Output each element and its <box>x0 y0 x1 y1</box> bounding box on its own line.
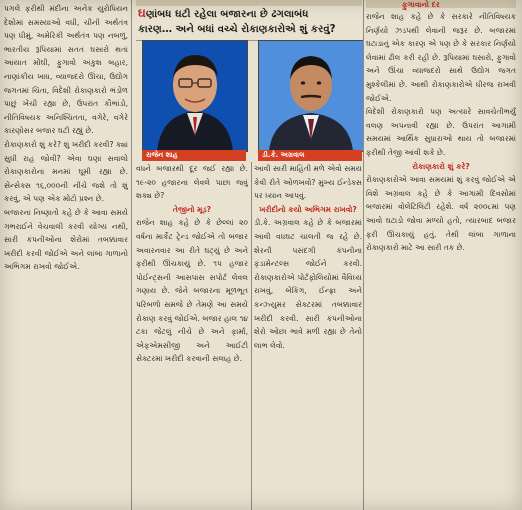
center-left-body: રાજેન શાહ કહે છે કે છેલ્લાં ૨૦ વર્ષના માર્કેટ ટ્રેન્ડ જોઈએ તો બજાર અવારનવાર આ રીતે ઘટ્યું છે અને ફરીથી ઊંચકાયું છે. ૧૫ હજાર પોઈન્ટ્સની આસપાસ સપોર્ટ લેવલ ગણાય છે. જેને બજારના મૂળભૂત પરિબળો સમજે છે તેમણે આ સમયે રોકાણ કરવું જોઈએ. બજાર હાલ ૧૪ ટકા જેટલું નીચે છે અને ફાર્મા, એફએમસીજી અને આઈટી સેક્ટરમાં ખરીદી કરવાની સલાહ છે. <box>136 218 248 364</box>
center-right-column <box>254 162 362 510</box>
photo-caption-right: ડી.કે. અગ્રવાલ <box>258 150 362 161</box>
right-paragraph: વિદેશી રોકાણકારો પણ અત્યારે સાવચેતીભર્યું વલણ અપનાવી રહ્યા છે. ઉપરાંત આગામી સમયમાં આર્થિક સુધારાઓ થાય તો બજારમાં ફરીથી તેજી આવી શકે છે. <box>366 107 516 157</box>
center-right-intro: આવી સારી માહિતી મળે એવો સમય કેવી રીતે ઓળખવો? મુખ્ય ઈન્ડેક્સ પર ધ્યાન આપવું. <box>254 164 362 201</box>
column-divider <box>131 0 132 510</box>
column-divider <box>251 162 252 510</box>
photo-dk-agarwal <box>258 40 364 152</box>
photo-caption-left: રાજેન શાહ <box>142 150 246 161</box>
right-closing: રોકાણકારોએ આવા સમયમાં શું કરવું જોઈએ એ વિશે અગ્રવાલ કહે છે કે આગામી દિવસોમાં બજારમાં વોલેટિલિટી રહેશે. વર્ષ ૨૦૦૮માં પણ આવો ઘટાડો જોવા મળ્યો હતો, ત્યારબાદ બજાર ફરી ઊંચકાયું હતું. તેથી લાંબા ગાળાના રોકાણકારો માટે આ સારી તક છે. <box>366 175 516 253</box>
center-right-body: ડી.કે. અગ્રવાલ કહે છે કે બજારમાં આવી વધઘટ ચાલતી જ રહે છે. શેરની પસંદગી કંપનીના ફંડામેન્ટલ્સ જોઈને કરવી. રોકાણકારોએ પોર્ટફોલિયોમાં વૈવિધ્ય રાખવું, બેંકિંગ, ઈન્ફ્રા અને કન્ઝ્યુમર સેક્ટરમાં તબક્કાવાર ખરીદી કરવી. સારી કંપનીઓના શેરો ઓછા ભાવે મળી રહ્યા છે તેનો લાભ લેવો. <box>254 218 362 350</box>
portrait-illustration <box>143 41 247 151</box>
left-column <box>4 0 128 510</box>
portrait-illustration <box>259 41 363 151</box>
right-paragraph: રાજેન શાહ કહે છે કે સરકારે નીતિવિષયક નિર્ણયો ઝડપથી લેવાની જરૂર છે. બજારમાં ઘટાડાનું એક કારણ એ પણ છે કે સરકાર નિર્ણયો લેવામાં ઢીલ કરી રહી છે. રૂપિયામાં ઘસારો, ફુગાવો અને ઊંચા વ્યાજદરો સાથે ઉદ્યોગ જગત મુશ્કેલીમાં છે. આથી રોકાણકારોએ ધીરજ રાખવી જોઈએ. <box>366 12 516 103</box>
headline-lead-char: ઘ <box>138 6 146 20</box>
right-column-top: ફુગાવાનો દર <box>402 0 440 9</box>
article-headline <box>136 0 362 41</box>
right-subhead: રોકાણકારો શું કરે? <box>412 161 470 171</box>
column-divider <box>363 0 364 510</box>
left-paragraph: પગલે ફરીથી મંદીના અનેક યુરોપિયન દેશોમાં સમસ્યાઓ વધી, ચીની અર્થતંત્ર પણ ધીમું, અમેરિકી અર્થતંત્ર પણ નબળું, ભારતીય રૂપિયામાં સતત ઘસારો થતાં આયાત મોંઘી, ફુગાવો અંકુશ બહાર, નાણાંકીય ખાધ, વ્યાજદરો ઊંચા, ઉદ્યોગ જગતમાં ચિંતા, વિદેશી રોકાણકારો ભંડોળ પાછું ખેંચી રહ્યા છે, ઉપરાંત કૌભાંડો, નીતિવિષયક અનિશ્ચિતતા, વગેરે, વગેરે કારણોસર બજાર ઘટી રહ્યું છે. <box>4 4 128 136</box>
center-left-subhead: તેજીનો મૂડ? <box>172 204 212 214</box>
center-right-subhead: ખરીદીનો કયો અભિગમ રાખવો? <box>259 204 357 214</box>
center-left-intro: વધને બજારથી દૂર જઈ રહ્યા છે. ૧૯-૨૦ હજારના લેવલે પાછા જવું શક્ય છે? <box>136 164 248 201</box>
center-left-column <box>136 162 248 510</box>
headline-line-1: ણાંબધ ઘટી રહેલા બજારના છે ઢગલાબંધ <box>145 9 309 20</box>
photo-rajen-shah <box>142 40 248 152</box>
right-column-band <box>366 0 516 8</box>
headline-line-2: કારણ… અને બધાં વચ્ચે રોકાણકારોએ શું કરવું? <box>138 24 336 35</box>
headline-text <box>138 6 362 37</box>
right-column <box>366 10 516 510</box>
left-paragraph: બજારના નિષ્ણાતો કહે છે કે આવા સમયે ગભરાઈને વેચવાલી કરવી યોગ્ય નથી, સારી કંપનીઓના શેરોમાં તબક્કાવાર ખરીદી કરવી જોઈએ અને લાંબા ગાળાનો અભિગમ રાખવો જોઈએ. <box>4 207 128 272</box>
left-paragraph: રોકાણકારો શું કરે? શું ખરીદી કરવી? ક્યાં સુધી રાહ જોવી? એવા ઘણા સવાલો રોકાણકારોના મનમાં ઘૂમી રહ્યા છે. સેન્સેક્સ ૧૬,૦૦૦ની નીચે જશે તો શું કરવું, એ પણ એક મોટો પ્રશ્ન છે. <box>4 139 128 204</box>
